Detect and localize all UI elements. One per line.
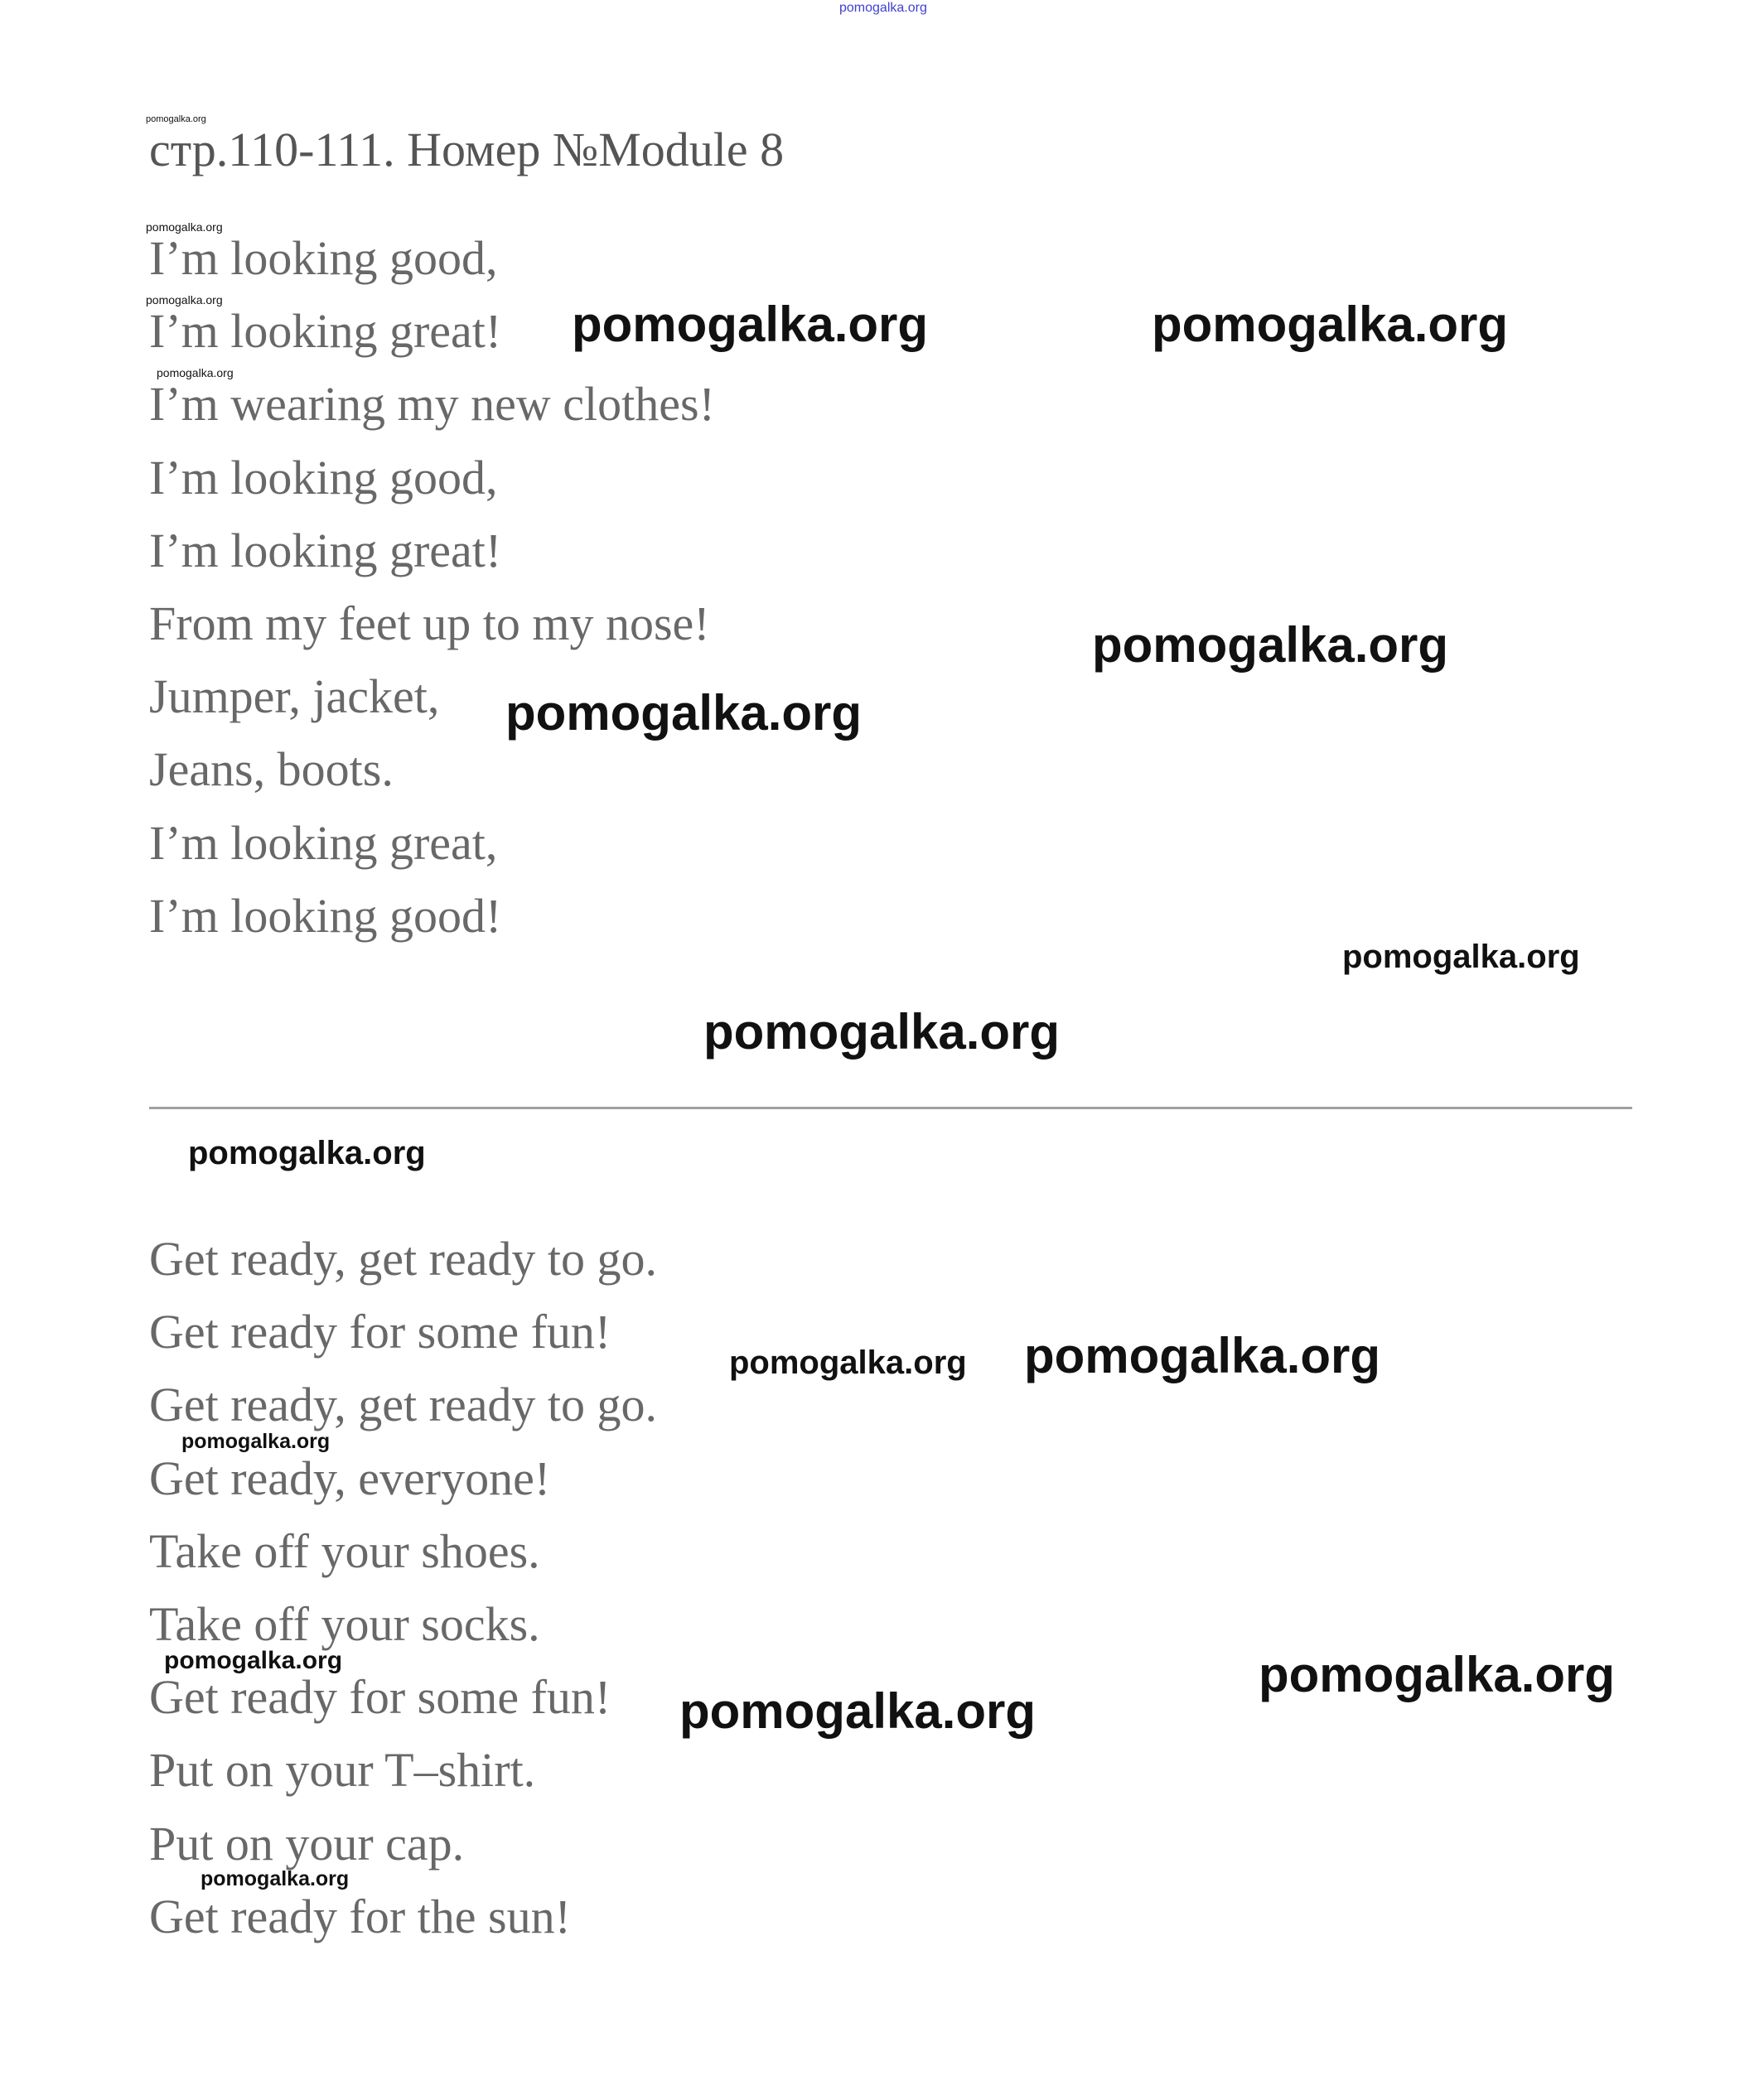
site-mark[interactable]: pomogalka.org: [839, 1, 927, 15]
watermark: pomogalka.org: [146, 220, 223, 234]
watermark: pomogalka.org: [505, 685, 863, 741]
song-line: Get ready, get ready to go.: [149, 1232, 658, 1286]
watermark: pomogalka.org: [201, 1867, 350, 1890]
watermark: pomogalka.org: [164, 1647, 343, 1674]
song-line: Take off your shoes.: [149, 1524, 540, 1578]
song-line: I’m looking great!: [149, 524, 502, 577]
song-line: Get ready for the sun!: [149, 1890, 571, 1943]
song-line: I’m looking good,: [149, 231, 498, 285]
watermark: pomogalka.org: [1152, 297, 1509, 352]
page-title: стр.110-111. Номер №Module 8: [149, 123, 785, 176]
song-line: I’m looking good!: [149, 889, 502, 943]
watermark: pomogalka.org: [729, 1344, 967, 1381]
song-line: Take off your socks.: [149, 1597, 540, 1651]
watermark: pomogalka.org: [1024, 1328, 1381, 1383]
song-line: Get ready for some fun!: [149, 1670, 611, 1724]
song-line: Get ready, get ready to go.: [149, 1378, 658, 1431]
song-line: I’m looking good,: [149, 451, 498, 504]
song-line: Get ready, everyone!: [149, 1451, 551, 1505]
watermark: pomogalka.org: [157, 366, 234, 379]
watermark: pomogalka.org: [181, 1430, 331, 1453]
song-line: Get ready for some fun!: [149, 1305, 611, 1359]
watermark: pomogalka.org: [1092, 617, 1449, 673]
watermark: pomogalka.org: [146, 293, 223, 307]
watermark: pomogalka.org: [146, 114, 206, 124]
watermark: pomogalka.org: [572, 297, 929, 352]
song-line: I’m looking great,: [149, 816, 498, 870]
watermark: pomogalka.org: [679, 1683, 1037, 1739]
divider: [149, 1107, 1632, 1109]
song-line: Put on your T–shirt.: [149, 1743, 536, 1797]
song-line: Jumper, jacket,: [149, 669, 440, 723]
watermark: pomogalka.org: [703, 1004, 1061, 1060]
song-line: Jeans, boots.: [149, 742, 394, 796]
watermark: pomogalka.org: [1259, 1647, 1616, 1702]
song-line: Put on your cap.: [149, 1817, 465, 1871]
song-line: I’m looking great!: [149, 304, 502, 358]
watermark: pomogalka.org: [188, 1135, 426, 1171]
song-line: I’m wearing my new clothes!: [149, 377, 715, 431]
song-line: From my feet up to my nose!: [149, 596, 710, 650]
watermark: pomogalka.org: [1342, 939, 1580, 975]
